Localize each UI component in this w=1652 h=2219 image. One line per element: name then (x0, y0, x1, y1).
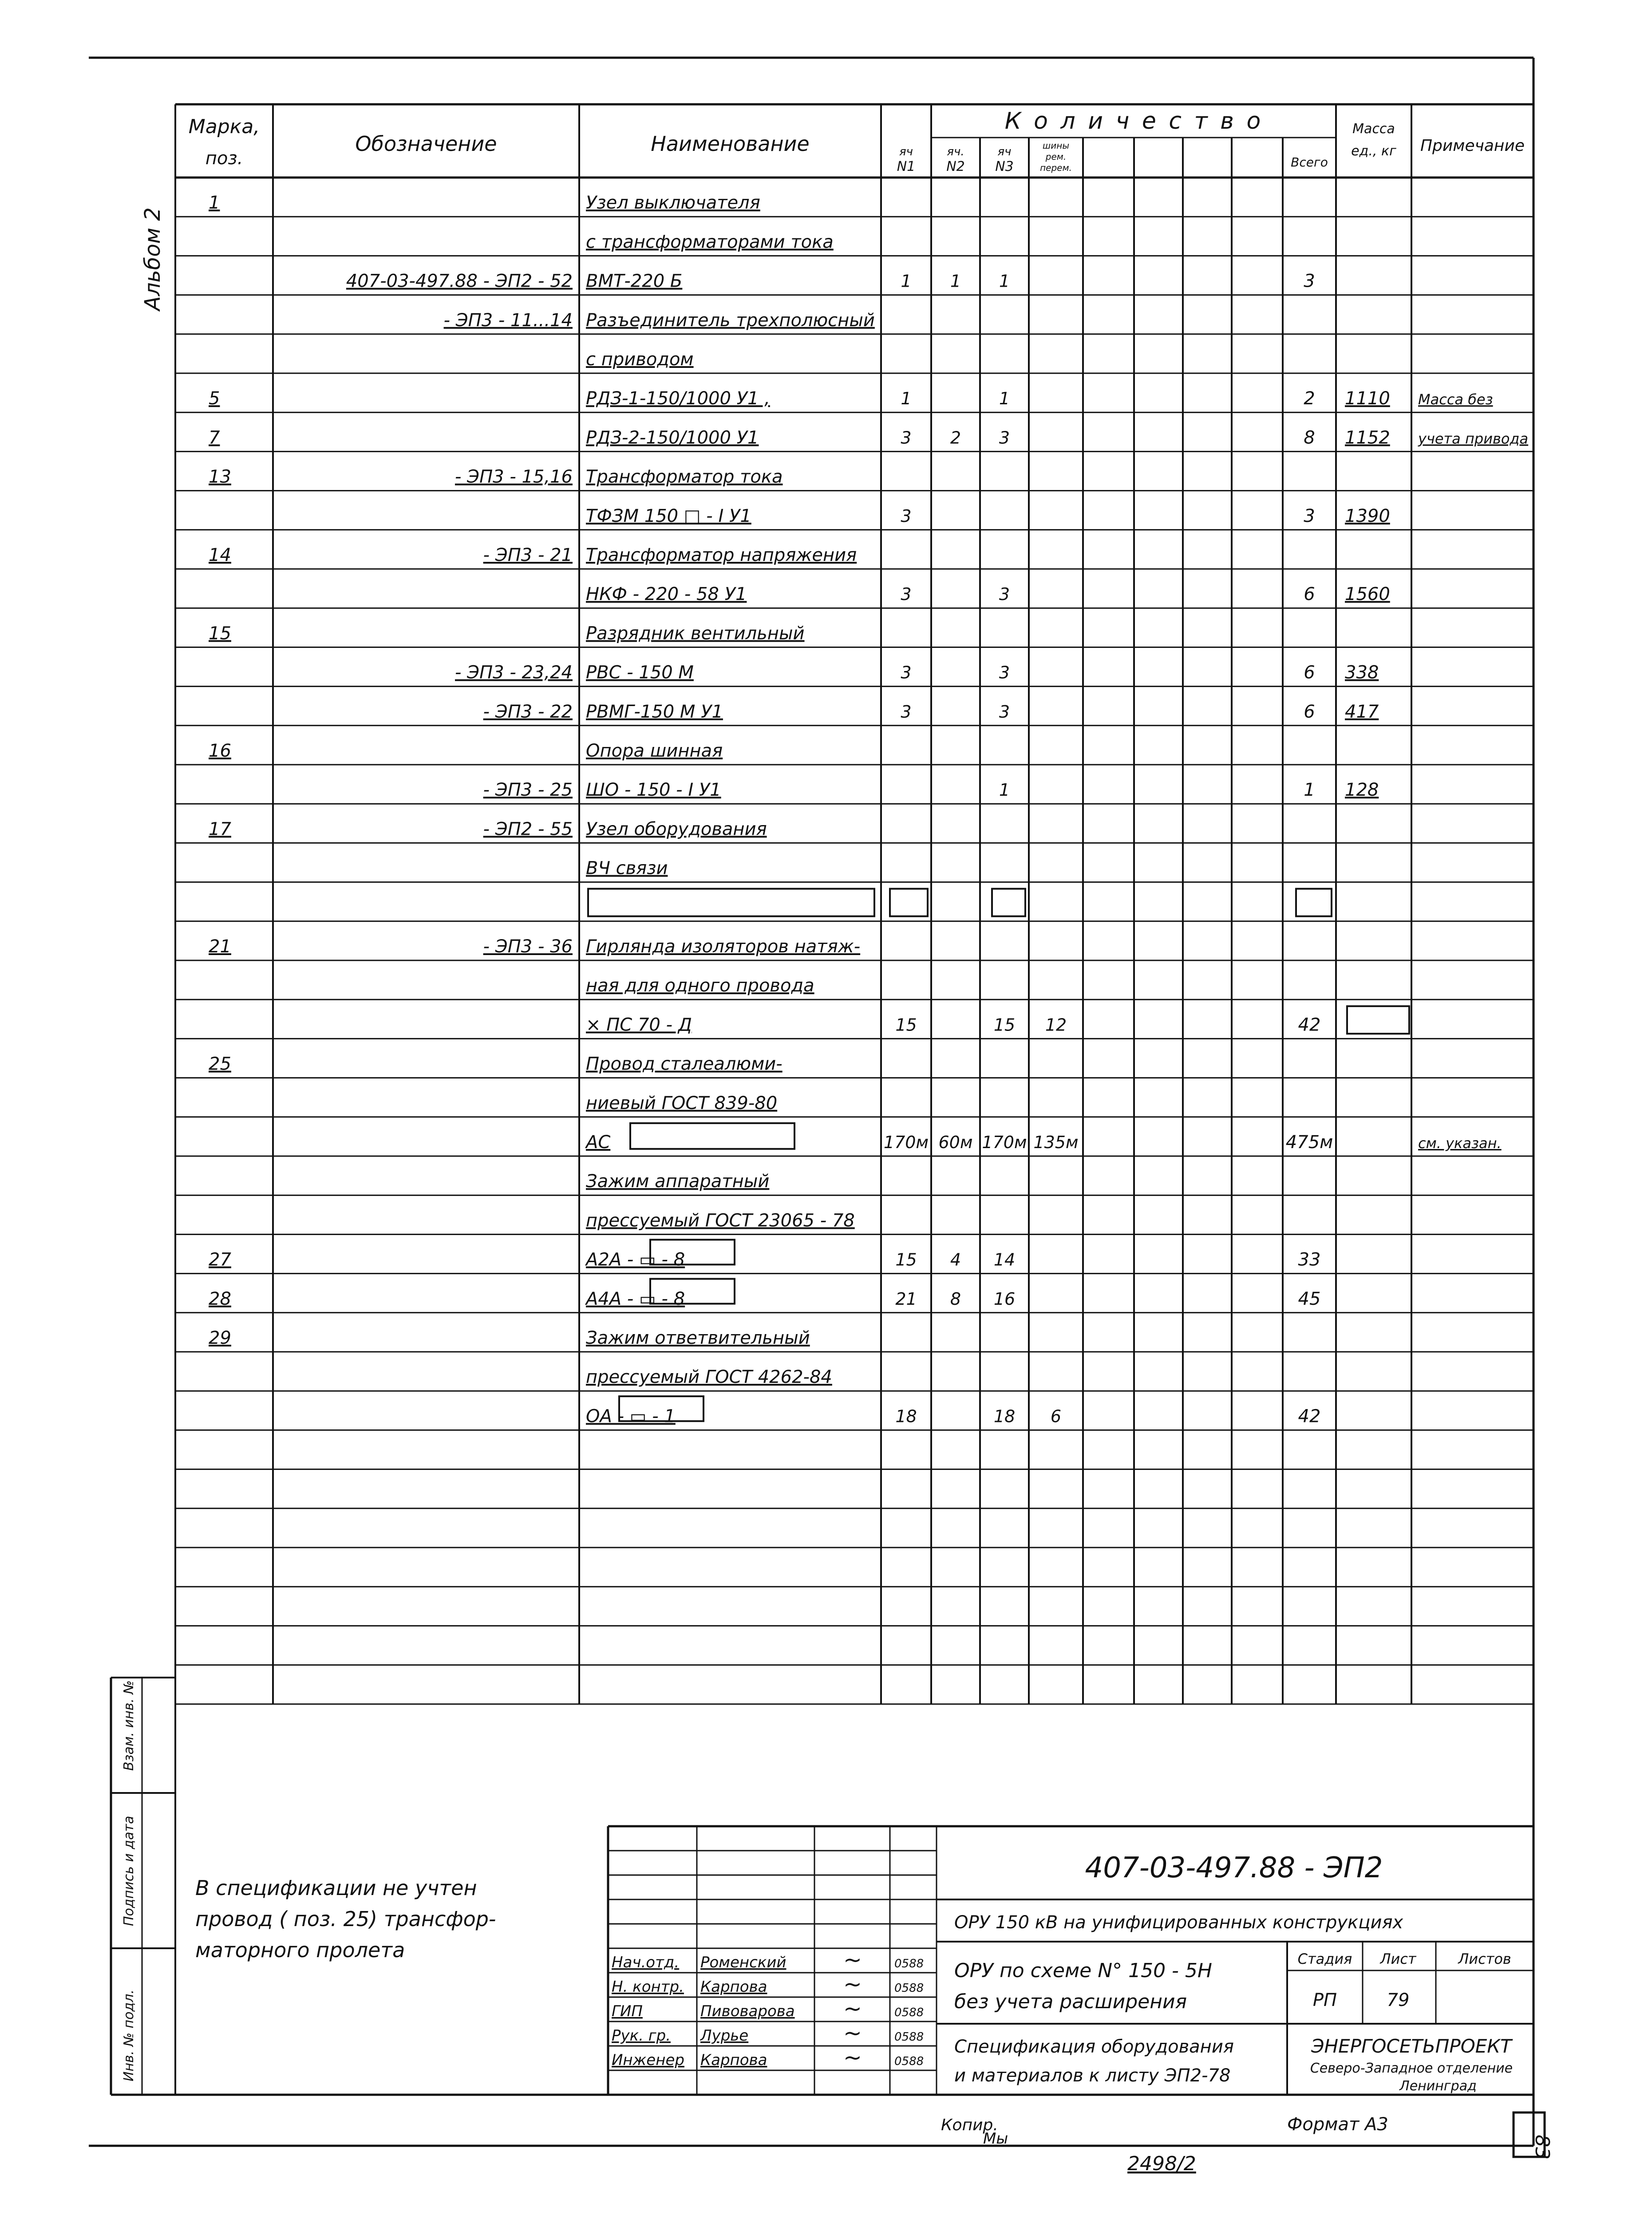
scheme-line-2: без учета расширения (954, 1990, 1187, 2013)
row-quantity: 21 (895, 1289, 917, 1309)
header-col-label: N2 (946, 159, 965, 174)
row-oboznachenie: - ЭП2 - 55 (483, 819, 573, 840)
row-name: Разрядник вентильный (586, 623, 805, 644)
signature-mark: ~ (843, 2045, 862, 2070)
row-name: АС (586, 1132, 611, 1153)
blank-box (992, 889, 1025, 916)
row-total: 1 (1304, 780, 1315, 801)
row-quantity: 1 (901, 389, 912, 409)
row-total: 8 (1304, 427, 1315, 448)
row-oboznachenie: - ЭП3 - 15,16 (455, 466, 573, 487)
row-mark: 16 (209, 741, 231, 761)
header-col-label: яч (997, 145, 1012, 158)
org-branch: Северо-Западное отделение (1310, 2061, 1513, 2076)
stage-label: Стадия (1297, 1951, 1352, 1967)
row-name: Трансформатор тока (586, 466, 783, 487)
row-name: Гирлянда изоляторов натяж- (586, 936, 861, 957)
row-quantity: 1 (999, 780, 1010, 800)
header-poz: поз. (205, 148, 243, 169)
row-quantity: 1 (901, 271, 912, 291)
row-oboznachenie: - ЭП3 - 23,24 (455, 662, 573, 683)
row-mass: 1560 (1345, 584, 1390, 605)
row-total: 475м (1285, 1132, 1333, 1153)
row-name: А2А - ▭ - 8 (586, 1249, 685, 1270)
row-name: Опора шинная (586, 741, 723, 761)
header-col-label: N3 (995, 159, 1014, 174)
row-name: ВЧ связи (586, 858, 668, 879)
blank-box (1296, 889, 1332, 916)
row-oboznachenie: - ЭП3 - 22 (483, 701, 573, 722)
row-total: 2 (1304, 388, 1315, 409)
row-oboznachenie: - ЭП3 - 21 (483, 545, 573, 565)
person-date: 0588 (894, 2030, 924, 2044)
row-quantity: 14 (993, 1250, 1016, 1270)
header-col-label: яч (899, 145, 913, 158)
row-oboznachenie: - ЭП3 - 36 (483, 936, 573, 957)
header-naimenovanie: Наименование (651, 132, 810, 156)
row-total: 3 (1304, 271, 1315, 292)
row-quantity: 15 (895, 1015, 917, 1035)
row-oboznachenie: - ЭП3 - 25 (483, 780, 573, 801)
row-name: РДЗ-1-150/1000 У1 , (586, 388, 770, 409)
row-quantity: 6 (1050, 1406, 1062, 1426)
side-label-vzam: Взам. инв. № (121, 1680, 137, 1771)
row-name: прессуемый ГОСТ 23065 - 78 (586, 1210, 855, 1231)
row-quantity: 135м (1033, 1133, 1079, 1152)
person-date: 0588 (894, 1982, 924, 1995)
row-oboznachenie: - ЭП3 - 11...14 (443, 310, 573, 331)
side-label-podpis: Подпись и дата (121, 1816, 137, 1926)
scheme-line-1: ОРУ по схеме N° 150 - 5Н (954, 1959, 1213, 1982)
blank-box (630, 1123, 794, 1149)
row-quantity: 18 (895, 1406, 917, 1426)
row-name: ВМТ-220 Б (586, 271, 683, 292)
row-quantity: 3 (901, 702, 912, 722)
header-col-label: яч. (947, 145, 964, 158)
row-name: ная для одного провода (586, 975, 814, 996)
signature-mark: ~ (843, 1947, 862, 1973)
page-number: 83 (1531, 2135, 1553, 2160)
row-quantity: 170м (982, 1133, 1027, 1152)
row-quantity: 4 (950, 1250, 961, 1270)
row-mark: 21 (209, 936, 231, 957)
row-mark: 25 (209, 1054, 231, 1074)
row-mass: 1390 (1345, 505, 1390, 526)
sheet-label: Лист (1380, 1951, 1416, 1967)
row-name: ОА - ▭ - 1 (586, 1406, 676, 1427)
row-name: × ПС 70 - Д (586, 1015, 692, 1035)
header-kolichestvo: К о л и ч е с т в о (1004, 108, 1264, 134)
row-quantity: 15 (993, 1015, 1016, 1035)
header-col-label: N1 (897, 159, 916, 174)
row-total: 45 (1298, 1288, 1321, 1309)
row-name: ШО - 150 - I У1 (586, 780, 721, 801)
row-quantity: 15 (895, 1250, 917, 1270)
signature-mark: ~ (843, 2020, 862, 2046)
row-quantity: 3 (901, 506, 912, 526)
signature-mark: ~ (843, 1971, 862, 1997)
row-mark: 27 (209, 1249, 231, 1270)
row-quantity: 8 (950, 1289, 961, 1309)
row-name: ТФЗМ 150 □ - I У1 (586, 505, 751, 526)
header-massa-unit: ед., кг (1351, 143, 1396, 159)
signature-mark: ~ (843, 1996, 862, 2022)
doc-title-1: Спецификация оборудования (954, 2037, 1234, 2057)
row-quantity: 2 (950, 428, 961, 448)
row-mark: 17 (209, 819, 231, 840)
sheet-value: 79 (1387, 1990, 1410, 2010)
person-date: 0588 (894, 2055, 924, 2068)
header-col-label: рем. (1045, 151, 1067, 162)
row-quantity: 16 (993, 1289, 1016, 1309)
row-total: 6 (1304, 662, 1315, 683)
row-name: ниевый ГОСТ 839-80 (586, 1093, 778, 1113)
row-quantity: 3 (999, 702, 1010, 722)
row-quantity: 60м (938, 1133, 973, 1152)
header-vsego: Всего (1291, 155, 1328, 170)
album-label: Альбом 2 (140, 207, 165, 311)
footer-number: 2498/2 (1127, 2152, 1196, 2175)
table-grid (89, 58, 1545, 2157)
person-role: Инженер (612, 2051, 684, 2069)
person-role: Рук. гр. (612, 2027, 671, 2045)
object-title: ОРУ 150 кВ на унифицированных конструкциях (954, 1912, 1403, 1933)
blank-box (1347, 1006, 1409, 1034)
row-quantity: 170м (883, 1133, 929, 1152)
doc-title-2: и материалов к листу ЭП2-78 (954, 2065, 1231, 2086)
row-mark: 7 (209, 427, 220, 448)
person-role: Н. контр. (612, 1978, 684, 1996)
person-role: Нач.отд. (612, 1954, 680, 1971)
side-label-inv: Инв. № подл. (121, 1990, 137, 2081)
row-name: с приводом (586, 349, 694, 370)
row-mass: 417 (1345, 701, 1379, 722)
row-oboznachenie: 407-03-497.88 - ЭП2 - 52 (346, 271, 573, 292)
row-total: 3 (1304, 505, 1315, 526)
row-total: 6 (1304, 701, 1315, 722)
footer-format: Формат А3 (1287, 2114, 1388, 2135)
note-text: маторного пролета (195, 1938, 405, 1962)
row-mass: 338 (1345, 662, 1379, 683)
row-name: Узел оборудования (586, 819, 767, 840)
row-note: учета привода (1418, 430, 1529, 447)
row-name: Провод сталеалюми- (586, 1054, 783, 1074)
header-massa: Масса (1352, 121, 1395, 137)
row-quantity: 12 (1045, 1015, 1067, 1035)
row-quantity: 3 (901, 428, 912, 448)
row-note: см. указан. (1418, 1135, 1502, 1152)
row-quantity: 18 (993, 1406, 1016, 1426)
row-quantity: 3 (901, 584, 912, 604)
note-text: провод ( поз. 25) трансфор- (195, 1907, 496, 1931)
org-city: Ленинград (1399, 2078, 1477, 2094)
header-col-label: шины (1042, 140, 1070, 151)
row-total: 33 (1298, 1249, 1321, 1270)
row-name: Зажим аппаратный (586, 1171, 770, 1192)
row-mark: 29 (209, 1328, 231, 1348)
blank-box (890, 889, 928, 916)
footer-kopir-sign: Мы (983, 2130, 1008, 2148)
row-name: Узел выключателя (586, 193, 760, 213)
org-name: ЭНЕРГОСЕТЬПРОЕКТ (1311, 2035, 1512, 2057)
row-quantity: 1 (999, 271, 1010, 291)
row-mark: 14 (209, 545, 231, 565)
row-name: РДЗ-2-150/1000 У1 (586, 427, 759, 448)
row-quantity: 1 (950, 271, 961, 291)
header-oboznachenie: Обозначение (355, 132, 497, 156)
row-mark: 5 (209, 388, 220, 409)
sheets-label: Листов (1458, 1951, 1511, 1967)
stage-value: РП (1312, 1990, 1337, 2010)
person-name: Роменский (700, 1954, 786, 1971)
doc-code: 407-03-497.88 - ЭП2 (1085, 1852, 1383, 1884)
person-date: 0588 (894, 1957, 924, 1970)
row-mark: 28 (209, 1288, 231, 1309)
person-role: ГИП (612, 2002, 643, 2020)
row-name: с трансформаторами тока (586, 232, 834, 253)
row-quantity: 3 (999, 663, 1010, 683)
person-name: Карпова (700, 2051, 767, 2069)
note-text: В спецификации не учтен (195, 1876, 477, 1900)
blank-box (588, 889, 874, 916)
footer-kopir: Копир. (941, 2116, 998, 2134)
row-total: 6 (1304, 584, 1315, 605)
row-name: Разъединитель трехполюсный (586, 310, 875, 331)
header-col-label: перем. (1040, 162, 1072, 173)
row-mark: 15 (209, 623, 231, 644)
row-name: НКФ - 220 - 58 У1 (586, 584, 747, 605)
row-mark: 1 (209, 193, 220, 213)
row-mass: 1110 (1345, 388, 1390, 409)
row-name: прессуемый ГОСТ 4262-84 (586, 1367, 832, 1388)
row-quantity: 3 (999, 584, 1010, 604)
header-primechanie: Примечание (1420, 137, 1525, 155)
person-name: Карпова (700, 1978, 767, 1996)
row-total: 42 (1298, 1015, 1321, 1035)
person-date: 0588 (894, 2006, 924, 2019)
row-name: РВС - 150 М (586, 662, 694, 683)
row-name: Зажим ответвительный (586, 1328, 810, 1348)
row-mass: 1152 (1345, 427, 1390, 448)
row-name: А4А - ▭ - 8 (586, 1288, 685, 1309)
person-name: Пивоварова (700, 2002, 795, 2020)
row-mark: 13 (209, 466, 231, 487)
row-note: Масса без (1418, 391, 1493, 408)
header-marka: Марка, (188, 115, 260, 138)
row-quantity: 3 (901, 663, 912, 683)
row-quantity: 1 (999, 389, 1010, 409)
row-total: 42 (1298, 1406, 1321, 1427)
person-name: Лурье (700, 2027, 749, 2045)
row-quantity: 3 (999, 428, 1010, 448)
row-mass: 128 (1345, 780, 1379, 801)
row-name: Трансформатор напряжения (586, 545, 857, 565)
row-name: РВМГ-150 М У1 (586, 701, 723, 722)
